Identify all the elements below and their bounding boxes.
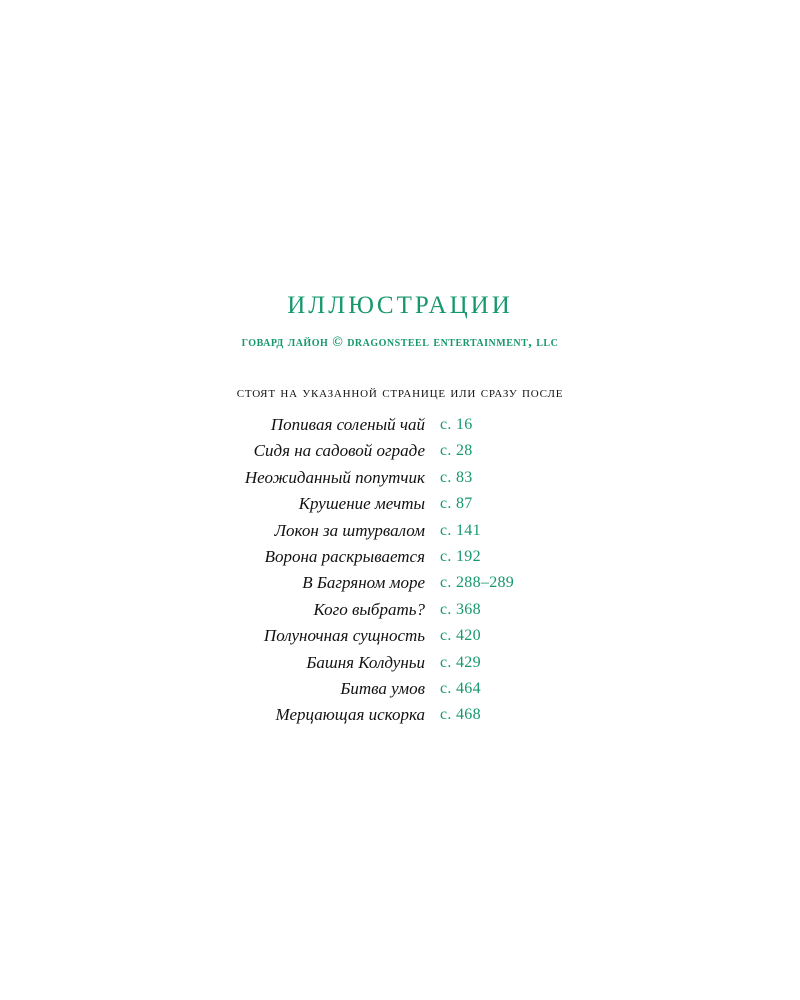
illustration-title: Битва умов — [340, 678, 425, 698]
illustrations-list — [0, 412, 800, 729]
illustration-page: с. 83 — [440, 468, 473, 486]
illustration-title: В Багряном море — [302, 573, 425, 593]
illustration-title: Неожиданный попутчик — [244, 467, 425, 487]
illustration-title: Сидя на садовой ограде — [253, 441, 425, 461]
illustration-title: Ворона раскрывается — [264, 546, 425, 566]
illustration-title: Кого выбрать? — [313, 599, 425, 619]
list-item — [0, 544, 800, 570]
list-item — [0, 702, 800, 728]
list-item — [0, 438, 800, 464]
illustration-title: Мерцающая искорка — [275, 705, 425, 725]
list-item — [0, 465, 800, 491]
illustration-page: с. 464 — [440, 679, 481, 697]
illustration-title: Крушение мечты — [298, 494, 425, 514]
illustration-page: с. 420 — [440, 627, 481, 645]
list-item — [0, 412, 800, 438]
illustration-page: с. 87 — [440, 495, 473, 513]
list-item — [0, 491, 800, 517]
illustration-title: Полуночная сущность — [263, 626, 425, 646]
illustration-page: с. 16 — [440, 416, 473, 433]
illustrator-credit: говард лайон © dragonsteel entertainment, llc — [241, 335, 559, 350]
list-item — [0, 518, 800, 544]
illustration-page: с. 192 — [440, 547, 481, 565]
placement-note: стоят на указанной странице или сразу после — [236, 385, 564, 401]
list-item — [0, 570, 800, 596]
illustration-page: с. 28 — [440, 442, 473, 460]
list-item — [0, 623, 800, 649]
illustration-page: с. 141 — [440, 521, 481, 539]
illustration-page: с. 288–289 — [440, 574, 515, 592]
list-item — [0, 650, 800, 676]
illustration-page: с. 468 — [440, 706, 481, 724]
illustration-title: Башня Колдуньи — [306, 652, 425, 672]
illustration-title: Попивая соленый чай — [270, 415, 425, 434]
illustration-title: Локон за штурвалом — [274, 520, 425, 540]
list-item — [0, 676, 800, 702]
illustration-page: с. 429 — [440, 653, 481, 671]
illustration-page: с. 368 — [440, 600, 481, 618]
page-title: иллюстрации — [287, 281, 513, 321]
list-item — [0, 597, 800, 623]
